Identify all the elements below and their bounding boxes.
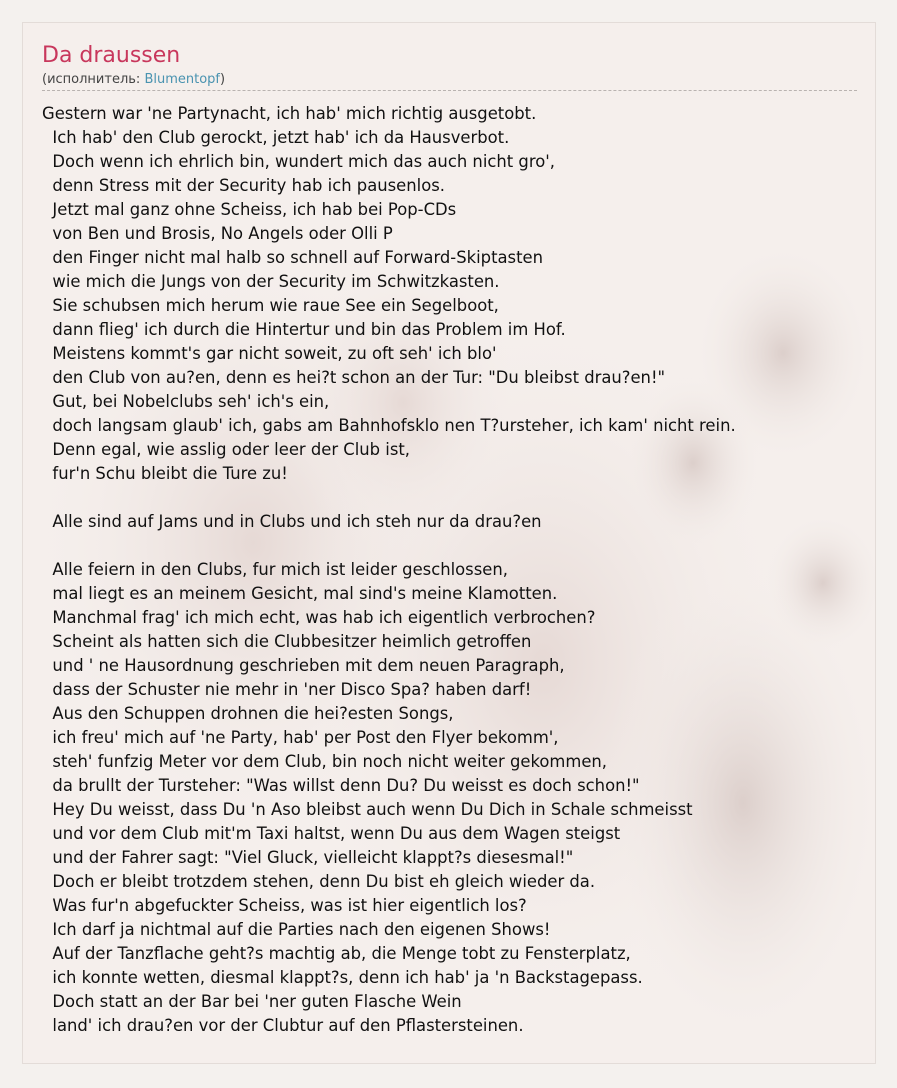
lyric-line: den Finger nicht mal halb so schnell auf Forward-Skiptasten <box>42 248 543 267</box>
lyric-line: ich freu' mich auf 'ne Party, hab' per Post den Flyer bekomm', <box>42 728 559 747</box>
lyric-line: ich konnte wetten, diesmal klappt?s, denn ich hab' ja 'n Backstagepass. <box>42 968 643 987</box>
performer-suffix: ) <box>220 72 226 87</box>
lyric-line: Was fur'n abgefuckter Scheiss, was ist hier eigentlich los? <box>42 896 527 915</box>
lyric-line: und ' ne Hausordnung geschrieben mit dem neuen Paragraph, <box>42 656 565 675</box>
lyric-line: doch langsam glaub' ich, gabs am Bahnhofsklo nen T?ursteher, ich kam' nicht rein. <box>42 416 736 435</box>
lyric-line: Scheint als hatten sich die Clubbesitzer heimlich getroffen <box>42 632 532 651</box>
lyric-line: Doch er bleibt trotzdem stehen, denn Du bist eh gleich wieder da. <box>42 872 596 891</box>
lyric-line: den Club von au?en, denn es hei?t schon an der Tur: "Du bleibst drau?en!" <box>42 368 666 387</box>
lyric-line: Manchmal frag' ich mich echt, was hab ich eigentlich verbrochen? <box>42 608 596 627</box>
lyric-line: denn Stress mit der Security hab ich pausenlos. <box>42 176 445 195</box>
lyric-line <box>42 534 876 558</box>
lyric-line: von Ben und Brosis, No Angels oder Olli P <box>42 224 393 243</box>
lyric-line: Sie schubsen mich herum wie raue See ein Segelboot, <box>42 296 499 315</box>
lyric-line: Doch wenn ich ehrlich bin, wundert mich das auch nicht gro', <box>42 152 555 171</box>
lyric-line: und der Fahrer sagt: "Viel Gluck, vielleicht klappt?s diesesmal!" <box>42 848 574 867</box>
lyric-line: Denn egal, wie asslig oder leer der Club ist, <box>42 440 411 459</box>
song-title: Da draussen <box>42 43 181 68</box>
lyric-line: Meistens kommt's gar nicht soweit, zu oft seh' ich blo' <box>42 344 497 363</box>
lyric-line: Aus den Schuppen drohnen die hei?esten Songs, <box>42 704 454 723</box>
lyric-line: da brullt der Tursteher: "Was willst denn Du? Du weisst es doch schon!" <box>42 776 640 795</box>
lyric-line: dann flieg' ich durch die Hintertur und bin das Problem im Hof. <box>42 320 566 339</box>
performer-line <box>42 71 225 88</box>
lyrics-card <box>22 22 876 1064</box>
lyric-line: Jetzt mal ganz ohne Scheiss, ich hab bei Pop-CDs <box>42 200 457 219</box>
lyric-line: wie mich die Jungs von der Security im Schwitzkasten. <box>42 272 500 291</box>
lyric-line: Auf der Tanzflache geht?s machtig ab, die Menge tobt zu Fensterplatz, <box>42 944 631 963</box>
lyric-line: steh' funfzig Meter vor dem Club, bin noch nicht weiter gekommen, <box>42 752 608 771</box>
lyric-line <box>42 486 876 510</box>
performer-link[interactable]: Blumentopf <box>144 72 220 87</box>
lyric-line: und vor dem Club mit'm Taxi haltst, wenn Du aus dem Wagen steigst <box>42 824 621 843</box>
lyric-line: mal liegt es an meinem Gesicht, mal sind's meine Klamotten. <box>42 584 558 603</box>
lyric-line: fur'n Schu bleibt die Ture zu! <box>42 464 288 483</box>
lyric-line: Alle sind auf Jams und in Clubs und ich steh nur da drau?en <box>42 512 542 531</box>
performer-label: (исполнитель: <box>42 72 145 87</box>
lyric-line: Doch statt an der Bar bei 'ner guten Flasche Wein <box>42 992 462 1011</box>
lyric-line: land' ich drau?en vor der Clubtur auf den Pflastersteinen. <box>42 1016 524 1035</box>
lyric-line: Alle feiern in den Clubs, fur mich ist leider geschlossen, <box>42 560 508 579</box>
lyric-line: Ich hab' den Club gerockt, jetzt hab' ich da Hausverbot. <box>42 128 510 147</box>
lyric-line: Ich darf ja nichtmal auf die Parties nach den eigenen Shows! <box>42 920 551 939</box>
title-divider <box>42 90 857 91</box>
lyric-line: Gut, bei Nobelclubs seh' ich's ein, <box>42 392 330 411</box>
lyric-line: Gestern war 'ne Partynacht, ich hab' mich richtig ausgetobt. <box>42 104 537 123</box>
lyric-line: dass der Schuster nie mehr in 'ner Disco Spa? haben darf! <box>42 680 532 699</box>
lyric-line: Hey Du weisst, dass Du 'n Aso bleibst auch wenn Du Dich in Schale schmeisst <box>42 800 693 819</box>
lyrics-text <box>42 102 876 1038</box>
